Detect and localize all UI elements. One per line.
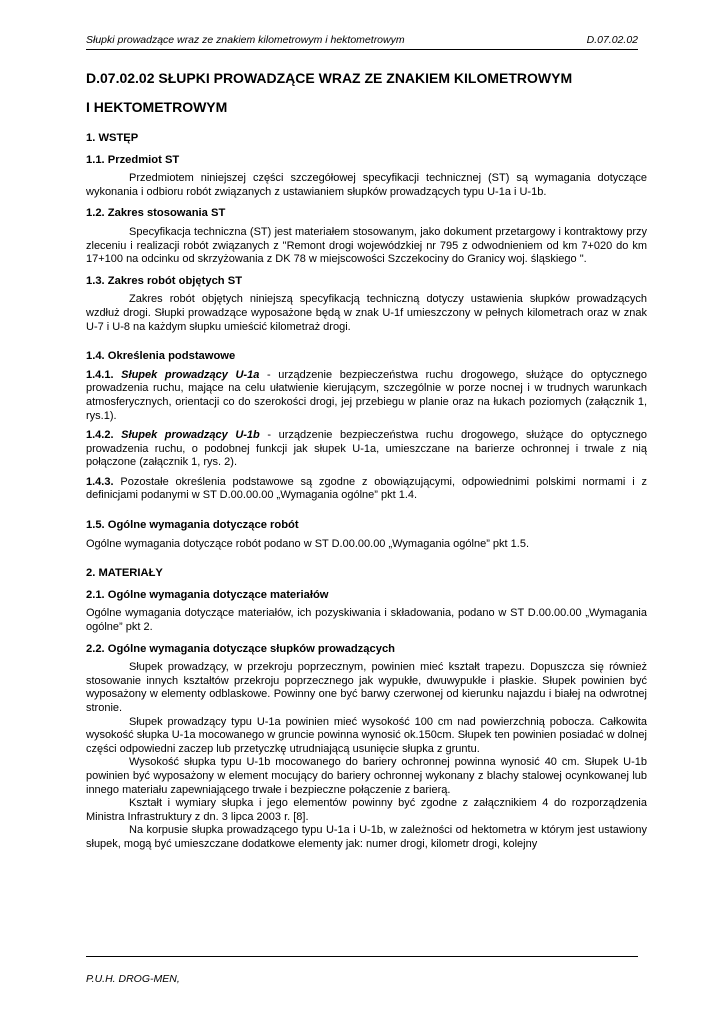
definition-text: Pozostałe określenia podstawowe są zgodne z obowiązującymi, odpowiednimi polskimi normami i z definicjami podanymi w ST D.00.00.00 „Wymagania ogólne” pkt 1.4. xyxy=(86,475,647,502)
section-2-2-heading: 2.2. Ogólne wymagania dotyczące słupków prowadzących xyxy=(86,642,395,655)
section-1-2-text: Specyfikacja techniczna (ST) jest materiałem stosowanym, jako dokument przetargowy i kontraktowy przy zleceniu i realizacji robót związanych z "Remont drogi wojewódzkiej nr 795 z odwodnieniem od km 7+020 do km 17+100 na odcinku od skrzyżowania z DK 78 w miejscowości Szczekociny do Granicy woj. śląskiego ". xyxy=(86,225,647,266)
definition-1-4-1 xyxy=(86,369,647,423)
footer-company: P.U.H. DROG-MEN, xyxy=(86,973,180,985)
header-title: Słupki prowadzące wraz ze znakiem kilometrowym i hektometrowym xyxy=(86,34,405,46)
page-header xyxy=(86,33,638,50)
section-1-5-text: Ogólne wymagania dotyczące robót podano w ST D.00.00.00 „Wymagania ogólne” pkt 1.5. xyxy=(86,537,530,550)
section-2-1-text: Ogólne wymagania dotyczące materiałów, ich pozyskiwania i składowania, podano w ST D.00.00.00 „Wymagania ogólne” pkt 2. xyxy=(86,607,647,634)
definition-1-4-3 xyxy=(86,476,647,503)
section-2-1-heading: 2.1. Ogólne wymagania dotyczące materiałów xyxy=(86,588,329,601)
section-2-2-paragraph: Na korpusie słupka prowadzącego typu U-1a i U-1b, w zależności od hektometra w którym jest ustawiony słupek, mogą być umieszczane dodatkowe elementy jak: numer drogi, kilometr drogi, kolejny xyxy=(86,824,647,850)
title-line-2: I HEKTOMETROWYM xyxy=(86,99,228,115)
section-1-3-heading: 1.3. Zakres robót objętych ST xyxy=(86,274,243,287)
section-1-heading: 1. WSTĘP xyxy=(86,132,139,144)
title-line-1: D.07.02.02 SŁUPKI PROWADZĄCE WRAZ ZE ZNAKIEM KILOMETROWYM xyxy=(86,70,573,86)
definition-number: 1.4.3. xyxy=(86,475,114,488)
section-1-1-heading: 1.1. Przedmiot ST xyxy=(86,153,180,166)
definition-text: - urządzenie bezpieczeństwa ruchu drogowego, służące do optycznego prowadzenia ruchu, o podobnej funkcji jak słupek U-1a, umieszczane na barierze ochronnej i trwale z nią połączone (załącznik 1, rys. 2). xyxy=(86,429,647,469)
section-1-5-heading: 1.5. Ogólne wymagania dotyczące robót xyxy=(86,519,299,532)
section-1-4-heading: 1.4. Określenia podstawowe xyxy=(86,350,236,363)
section-2-2-paragraph: Wysokość słupka typu U-1b mocowanego do bariery ochronnej powinna wynosić 40 cm. Słupek U-1b powinien być wyposażony w element mocujący do bariery ochronnej wykonany z blachy stalowej ocynkowanej lub innego materiału zapewniającego trwałe i bezpieczne połączenie z barierą. xyxy=(86,756,647,796)
definition-1-4-2 xyxy=(86,429,647,470)
header-code: D.07.02.02 xyxy=(586,34,638,46)
definition-number: 1.4.2. xyxy=(86,429,114,442)
section-1-1-text: Przedmiotem niniejszej części szczegółowej specyfikacji technicznej (ST) są wymagania dotyczące wykonania i odbioru robót związanych z ustawianiem słupków prowadzących typu U-1a i U-1b. xyxy=(86,172,647,198)
page-footer xyxy=(86,956,638,985)
section-1-2-heading: 1.2. Zakres stosowania ST xyxy=(86,207,226,220)
document-title xyxy=(86,64,647,122)
definition-text: - urządzenie bezpieczeństwa ruchu drogowego, służące do optycznego prowadzenia ruchu, mające na celu ułatwienie kierującym, szczególnie w porze nocnej i w trudnych warunkach atmosferycznych, orientacji co do szerokości drogi, jej przebiegu w planie oraz na łukach poziomych (załącznik 1, rys.1). xyxy=(86,368,647,422)
section-2-heading: 2. MATERIAŁY xyxy=(86,567,163,580)
definition-term: Słupek prowadzący U-1a xyxy=(121,368,260,381)
section-2-2-paragraph: Słupek prowadzący typu U-1a powinien mieć wysokość 100 cm nad powierzchnią pobocza. Całkowita wysokość słupka U-1a mocowanego w gruncie powinna wynosić ok.150cm. Słupek ten powinien posiadać w dolnej części odpowiedni zaczep lub przetyczkę utrudniającą usunięcie słupka z gruntu. xyxy=(86,715,647,755)
document-body xyxy=(86,64,647,852)
definition-term: Słupek prowadzący U-1b xyxy=(121,429,260,442)
definition-number: 1.4.1. xyxy=(86,368,114,381)
section-2-2-paragraph: Kształt i wymiary słupka i jego elementów powinny być zgodne z załącznikiem 4 do rozporządzenia Ministra Infrastruktury z dn. 3 lipca 2003 r. [8]. xyxy=(86,797,647,823)
section-2-2-paragraph: Słupek prowadzący, w przekroju poprzecznym, powinien mieć kształt trapezu. Dopuszcza się również stosowanie innych kształtów przekroju poprzecznego jak wypukłe, dwuwypukłe i płaskie. Słupek powinien być wyposażony w elementy odblaskowe. Powinny one być barwy czerwonej od kierunku najazdu i białej na odwrotnej stronie. xyxy=(86,661,647,714)
section-1-3-text: Zakres robót objętych niniejszą specyfikacją techniczną dotyczy ustawienia słupków prowadzących wzdłuż drogi. Słupki prowadzące wyposażone będą w znak U-1f umieszczony w pełnych kilometrach oraz w znak U-7 i U-8 na każdym słupku umieścić kilometraż drogi. xyxy=(86,293,647,333)
